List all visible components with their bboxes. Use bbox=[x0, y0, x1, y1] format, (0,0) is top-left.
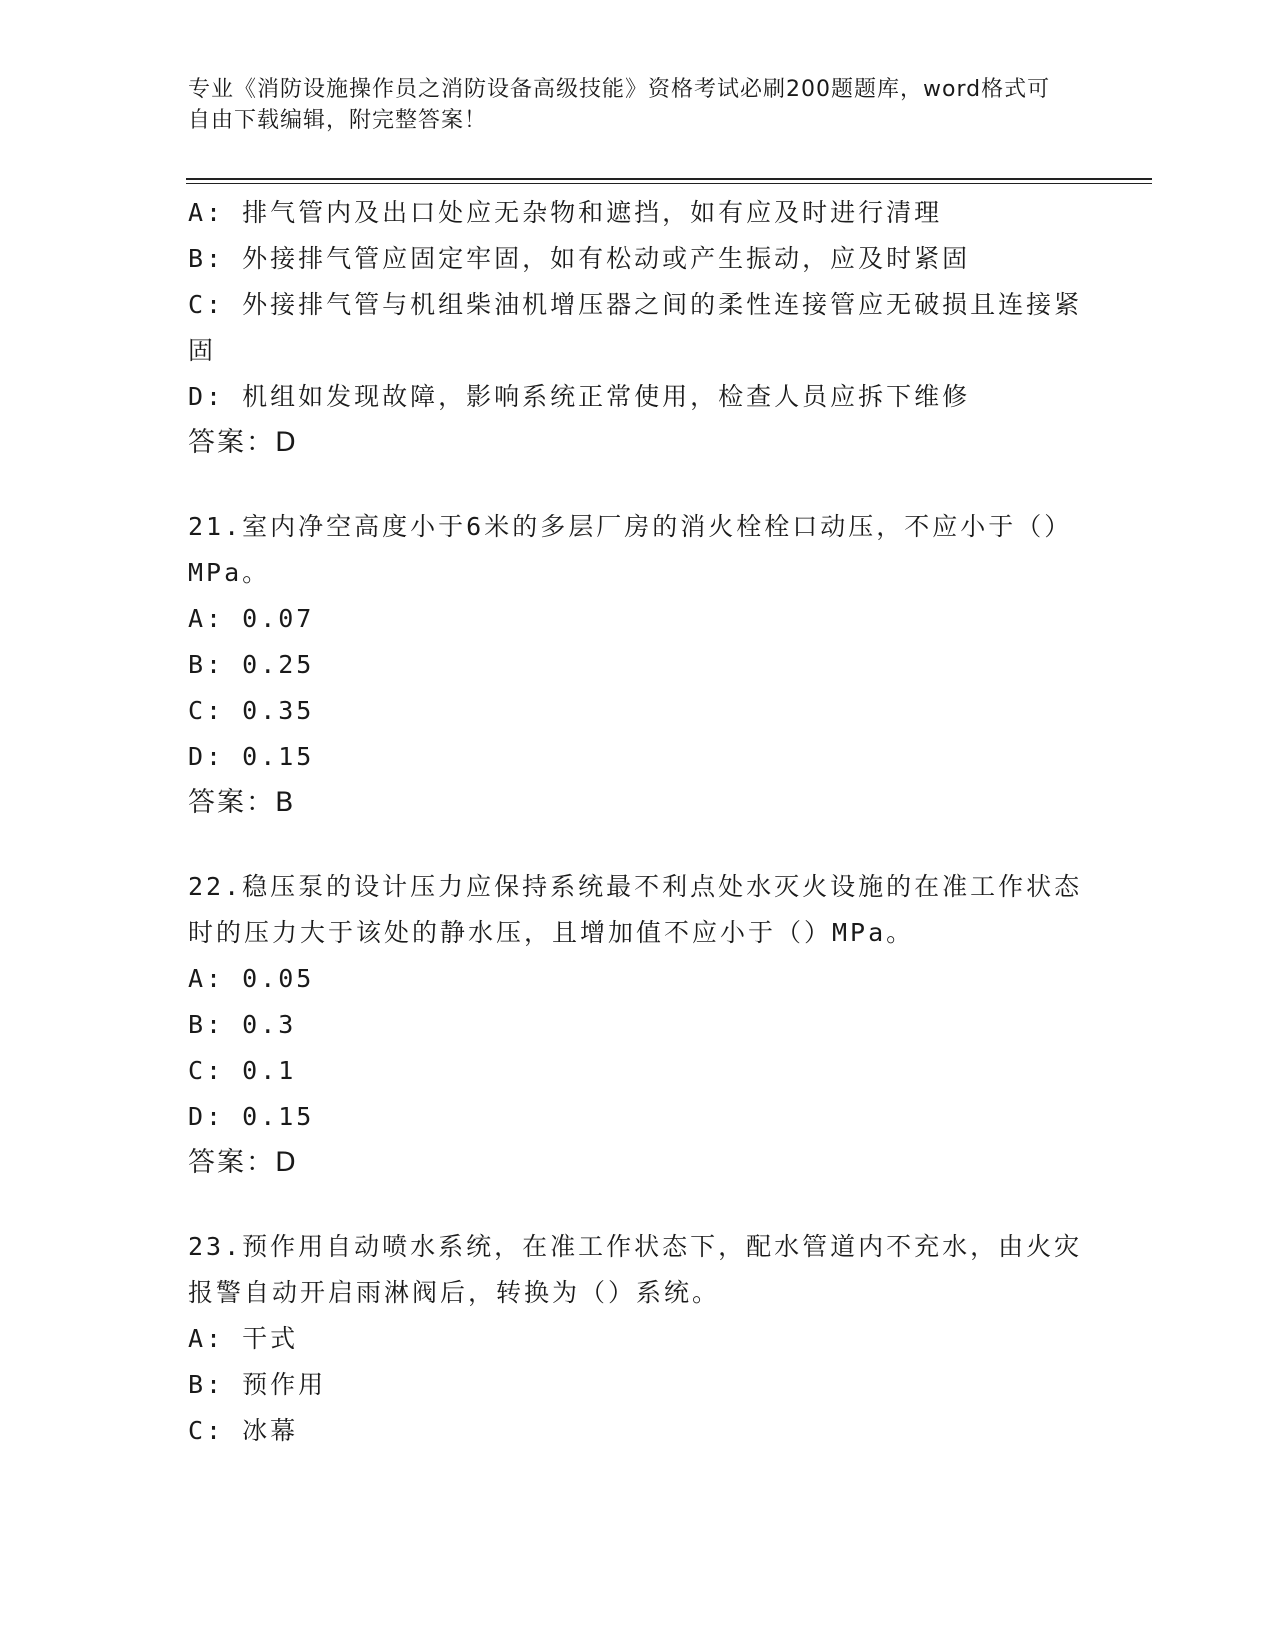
question-block-21 bbox=[188, 504, 1088, 826]
question-block-22 bbox=[188, 864, 1088, 1186]
answer-line: 答案：D bbox=[188, 427, 298, 458]
option-d: D: 0.15 bbox=[188, 1102, 315, 1131]
question-stem: 21.室内净空高度小于6米的多层厂房的消火栓栓口动压，不应小于（）MPa。 bbox=[188, 512, 1073, 587]
option-d: D: 0.15 bbox=[188, 742, 315, 771]
option-b: B: 0.3 bbox=[188, 1010, 297, 1039]
question-list bbox=[188, 190, 1088, 1454]
option-a: A: 0.05 bbox=[188, 964, 315, 993]
question-block-23 bbox=[188, 1224, 1088, 1454]
option-c: C: 0.1 bbox=[188, 1056, 297, 1085]
option-c: C: 0.35 bbox=[188, 696, 315, 725]
option-d: D: 机组如发现故障，影响系统正常使用，检查人员应拆下维修 bbox=[188, 382, 971, 411]
answer-line: 答案：B bbox=[188, 787, 296, 818]
option-a: A: 0.07 bbox=[188, 604, 315, 633]
option-b: B: 预作用 bbox=[188, 1370, 327, 1399]
question-block-20 bbox=[188, 190, 1088, 466]
option-b: B: 0.25 bbox=[188, 650, 315, 679]
document-header: 专业《消防设施操作员之消防设备高级技能》资格考试必刷200题题库，word格式可自由下载编辑，附完整答案！ bbox=[188, 77, 1051, 133]
question-stem: 22.稳压泵的设计压力应保持系统最不利点处水灭火设施的在准工作状态时的压力大于该处的静水压，且增加值不应小于（）MPa。 bbox=[188, 872, 1083, 947]
option-c: C: 外接排气管与机组柴油机增压器之间的柔性连接管应无破损且连接紧固 bbox=[188, 290, 1083, 365]
option-a: A: 排气管内及出口处应无杂物和遮挡，如有应及时进行清理 bbox=[188, 198, 943, 227]
option-a: A: 干式 bbox=[188, 1324, 299, 1353]
header-rule-thin bbox=[186, 183, 1152, 184]
header-rule-thick bbox=[186, 178, 1152, 180]
option-c: C: 冰幕 bbox=[188, 1416, 299, 1445]
option-b: B: 外接排气管应固定牢固，如有松动或产生振动，应及时紧固 bbox=[188, 244, 971, 273]
answer-line: 答案：D bbox=[188, 1147, 298, 1178]
question-stem: 23.预作用自动喷水系统，在准工作状态下，配水管道内不充水，由火灾报警自动开启雨淋阀后，转换为（）系统。 bbox=[188, 1232, 1083, 1307]
